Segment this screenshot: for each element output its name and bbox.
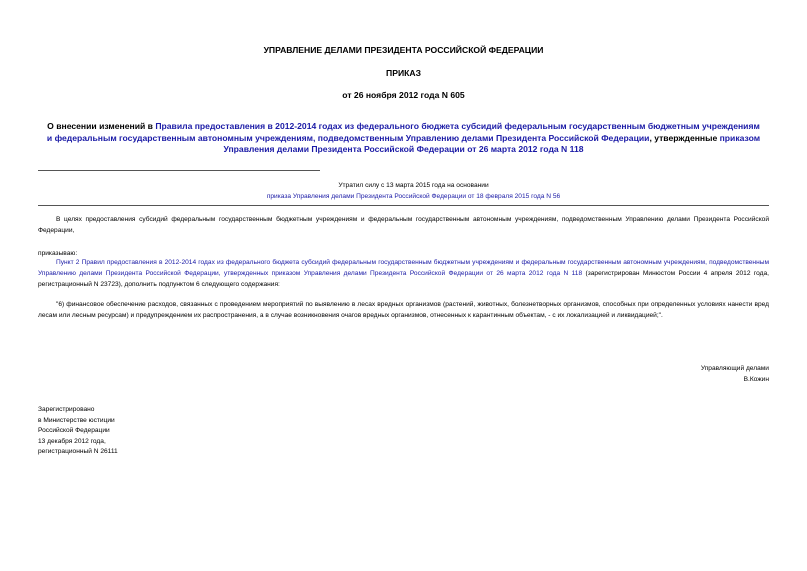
rules-link[interactable]: Правила предоставления в 2012-2014 годах из федерального бюджета субсидий федеральным государственным бюджетным учреждениям и федеральным государственным автономным учреждениям, подведомственным Управлению делами Президента Российской Федерации — [46, 121, 760, 143]
amendment-rest: (зарегистрирован Минюстом России 4 апреля 2012 года, регистрационный N 23723), дополнить подпунктом 6 следующего содержания: — [38, 269, 769, 288]
document-date-number: от 26 ноября 2012 года N 605 — [342, 90, 465, 100]
preamble-paragraph: В целях предоставления субсидий федеральным государственным бюджетным учреждениям и федеральным государственным автономным учреждениям, подведомственным Управлению делами Президента Российской Федерации, — [38, 216, 769, 234]
title-prefix: О внесении изменений в — [47, 121, 156, 131]
signatory-name: В.Кожин — [743, 375, 769, 383]
document-title — [45, 121, 762, 156]
signatory-position: Управляющий делами — [700, 365, 769, 372]
revocation-text: Утратил силу с 13 марта 2015 года на основании — [338, 182, 489, 189]
issuing-organization: УПРАВЛЕНИЕ ДЕЛАМИ ПРЕЗИДЕНТА РОССИЙСКОЙ ФЕДЕРАЦИИ — [263, 45, 544, 55]
order-word: приказываю: — [38, 250, 78, 257]
revocation-note — [38, 181, 769, 202]
amendment-paragraph — [38, 258, 769, 290]
registration-line: Российской Федерации — [38, 427, 110, 434]
divider-long — [38, 205, 769, 206]
registration-line: 13 декабря 2012 года, — [38, 437, 106, 445]
registration-line: в Министерстве юстиции — [38, 416, 115, 424]
document-type: ПРИКАЗ — [386, 68, 421, 78]
divider-short — [38, 170, 320, 171]
title-middle: , утвержденные — [649, 132, 720, 143]
order-118-link[interactable]: приказом Управления делами Президента Российской Федерации от 26 марта 2012 года N 118 — [223, 132, 761, 155]
quoted-subitem: "6) финансовое обеспечение расходов, связанных с проведением мероприятий по выявлению в лесах вредных организмов (растений, животных, болезнетворных организмов, способных при определенных условиях нанести вред лесам или лесным ресурсам) и предупреждением их распространения, а в случае возникновения очагов вредных организмов, отнесенных к карантинным объектам, - с их локализацией и ликвидацией;". — [38, 301, 769, 319]
signature-block — [701, 364, 769, 385]
revocation-order-link[interactable]: приказа Управления делами Президента Российской Федерации от 18 февраля 2015 года N 56 — [266, 192, 561, 200]
registration-line: регистрационный N 26111 — [38, 448, 118, 455]
registration-block — [38, 405, 118, 458]
amendment-rules-link[interactable]: Пункт 2 Правил предоставления в 2012-2014 годах из федерального бюджета субсидий федеральным государственным бюджетным учреждениям и федеральным государственным автономным учреждениям, подведомственным Управлению делами Президента Российской Федерации, утвержденных приказом Управления делами Президента Российской Федерации от 26 марта 2012 года N 118 — [38, 259, 769, 277]
registration-line: Зарегистрировано — [38, 406, 95, 413]
